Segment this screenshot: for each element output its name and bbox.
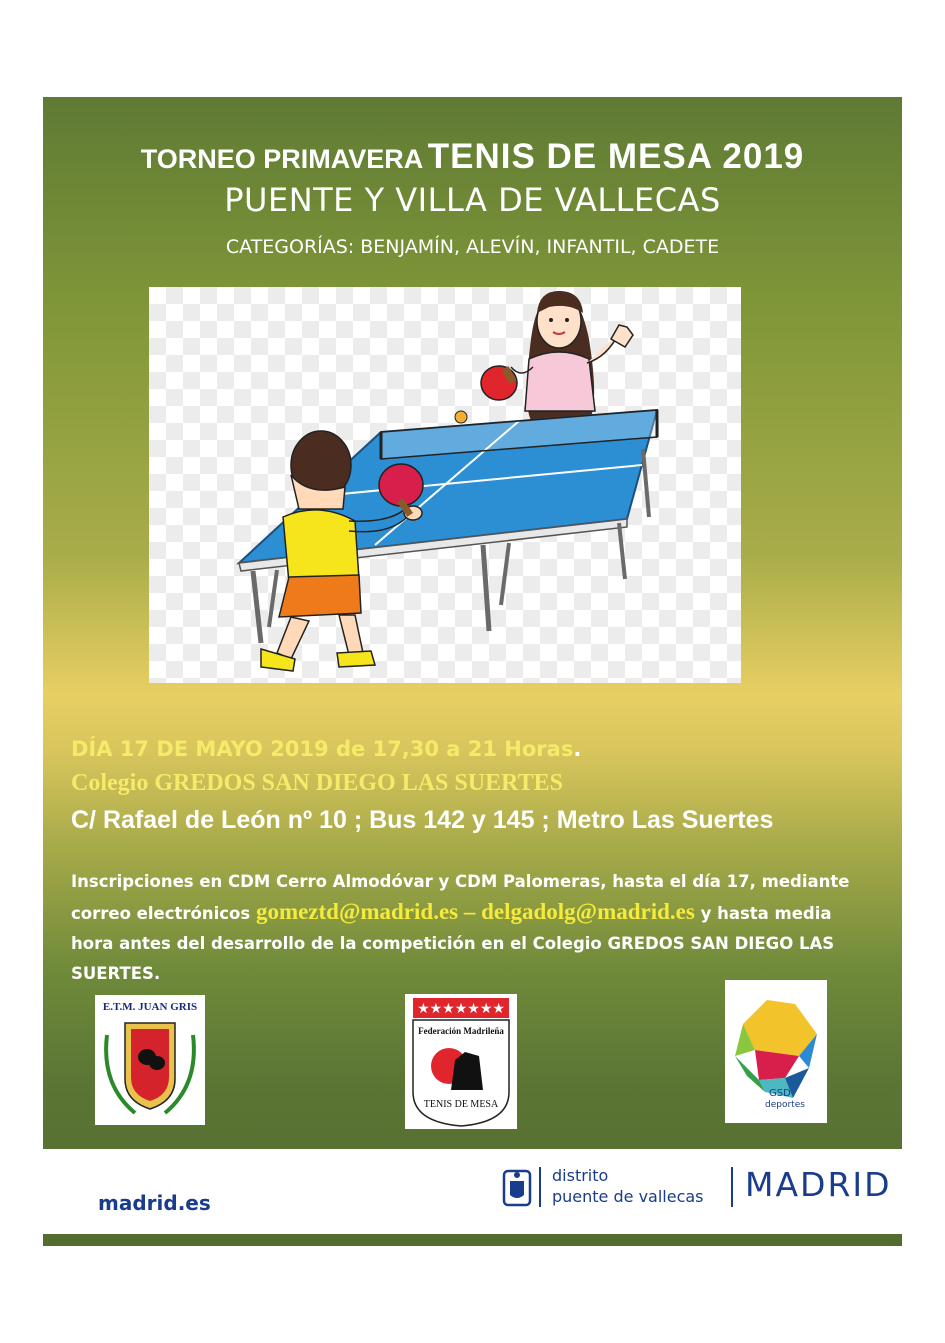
event-date xyxy=(71,737,581,761)
svg-text:★★★★★★★: ★★★★★★★ xyxy=(417,1001,505,1017)
email-link-gomez[interactable]: gomeztd@madrid.es xyxy=(255,899,459,924)
footer-distrito-line2: puente de vallecas xyxy=(552,1187,704,1206)
event-venue: Colegio GREDOS SAN DIEGO LAS SUERTES xyxy=(71,770,563,796)
federacion-logo-top-text: Federación Madrileña xyxy=(418,1026,504,1036)
inscriptions-text-2: y hasta media hora antes del desarrollo de la competición en el Colegio GREDOS SAN DIEGO LAS SUERTES xyxy=(71,904,835,983)
footer-band xyxy=(43,1149,902,1234)
footer-distrito-line1: distrito xyxy=(552,1166,609,1185)
categories-text: CATEGORÍAS: BENJAMÍN, ALEVÍN, INFANTIL, CADETE xyxy=(225,236,720,258)
email-dash: – xyxy=(463,899,476,924)
inscriptions-paragraph xyxy=(71,867,871,989)
juan-gris-crest-icon xyxy=(95,995,205,1125)
madrid-crest-icon xyxy=(502,1167,532,1207)
ping-pong-illustration xyxy=(149,287,741,683)
federacion-madrilena-logo xyxy=(405,994,517,1129)
footer-distrito xyxy=(552,1165,704,1207)
footer-separator-2 xyxy=(731,1167,733,1207)
title-tenis-de-mesa: TENIS DE MESA 2019 xyxy=(427,137,805,176)
poster-panel xyxy=(43,97,902,1246)
email-link-delgado[interactable]: delgadolg@madrid.es xyxy=(481,899,695,924)
inscriptions-end: . xyxy=(153,964,161,983)
footer-madrid-wordmark: MADRID xyxy=(745,1165,892,1204)
gsd-logo-top-text: GSD xyxy=(769,1088,791,1099)
event-address: C/ Rafael de León nº 10 ; Bus 142 y 145 ; Metro Las Suertes xyxy=(71,806,774,834)
girl-figure xyxy=(481,291,633,425)
gsd-logo-bottom-text: deportes xyxy=(765,1100,805,1110)
title-torneo-primavera: TORNEO PRIMAVERA xyxy=(140,144,424,174)
madrid-es-link[interactable]: madrid.es xyxy=(98,1191,211,1215)
tournament-title xyxy=(43,137,902,177)
event-date-period: . xyxy=(573,737,582,761)
subtitle-district: PUENTE Y VILLA DE VALLECAS xyxy=(224,181,721,219)
footer-separator-1 xyxy=(539,1167,541,1207)
gsd-deportes-logo xyxy=(725,980,827,1123)
ping-pong-drawing xyxy=(149,287,741,683)
juan-gris-logo xyxy=(95,995,205,1125)
event-date-text: DÍA 17 DE MAYO 2019 de 17,30 a 21 Horas xyxy=(71,737,574,761)
federacion-logo-bottom-text: TENIS DE MESA xyxy=(423,1099,499,1110)
juan-gris-logo-label: E.T.M. JUAN GRIS xyxy=(102,1001,198,1013)
inscriptions-text-1: Inscripciones en CDM Cerro Almodóvar y CDM Palomeras, hasta el día 17, mediante correo electrónicos xyxy=(71,872,850,923)
